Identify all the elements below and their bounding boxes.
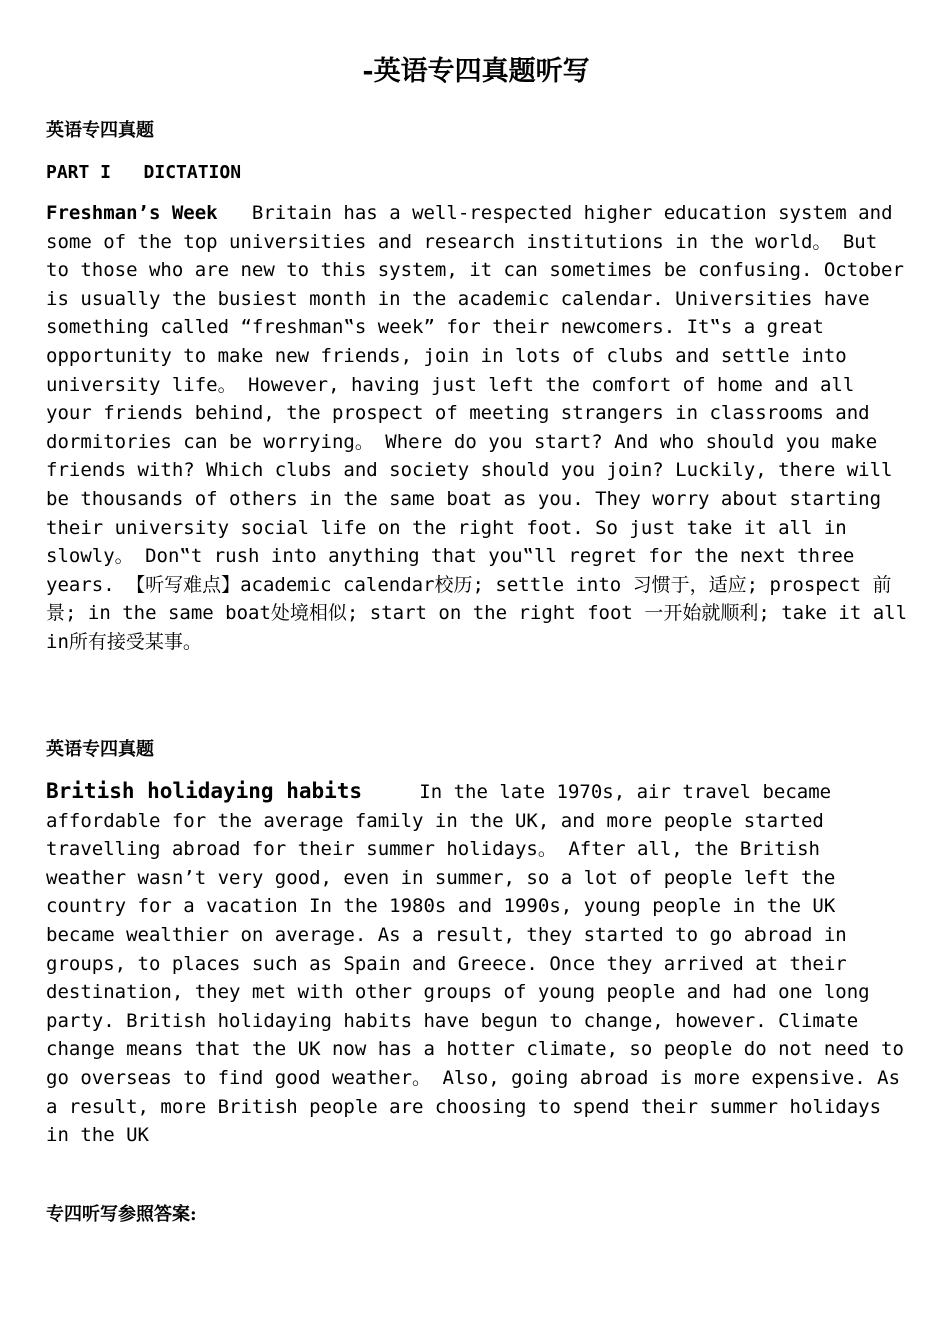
passage-body: Britain has a well-respected higher education system and some of the top universities and research institutions in the world。 But to those who are new to this system, it can sometimes be confusing. October is usually the busiest month in the academic calendar. Universities have something called “freshman‟s week” for their newcomers. It‟s a great opportunity to make new friends, join in lots of clubs and settle into university life。 However, having just left the comfort of home and all your friends behind, the prospect of meeting strangers in classrooms and dormitories can be worrying。 Where do you start? And who should you make friends with? Which clubs and society should you join? Luckily, there will be thousands of others in the same boat as you. They worry about starting their university social life on the right foot. So just take it all in slowly。 Don‟t rush into anything that you‟ll regret for the next three years. 【听写难点】academic calendar校历; settle into 习惯于，适应; prospect 前景; in the same boat处境相似; start on the right foot 一开始就顺利; take it all in所有接受某事。 <box>46 202 908 653</box>
passage-freshmans-week <box>46 199 908 657</box>
document-title: -英语专四真题听写 <box>362 56 590 87</box>
part-heading: PART I DICTATION <box>46 162 242 183</box>
passage-body: In the late 1970s, air travel became affordable for the average family in the UK, and more people started travelling abroad for their summer holidays。 After all, the British weather wasn’t very good, even in summer, so a lot of people left the country for a vacation In the 1980s and 1990s, young people in the UK became wealthier on average. As a result, they started to go abroad in groups, to places such as Spain and Greece. Once they arrived at their destination, they met with other groups of young people and had one long party. British holidaying habits have begun to change, however. Climate change means that the UK now has a hotter climate, so people do not need to go overseas to find good weather。 Also, going abroad is more expensive. As a result, more British people are choosing to spend their summer holidays in the UK <box>46 781 904 1147</box>
document-page <box>46 0 906 1344</box>
passage-british-holidaying-habits <box>46 777 908 1150</box>
passage-title: Freshman’s Week <box>46 202 218 224</box>
section-label: 英语专四真题 <box>46 120 154 141</box>
answer-key-label: 专四听写参照答案: <box>46 1204 197 1225</box>
passage-title: British holidaying habits <box>46 779 363 803</box>
section-label: 英语专四真题 <box>46 739 154 760</box>
